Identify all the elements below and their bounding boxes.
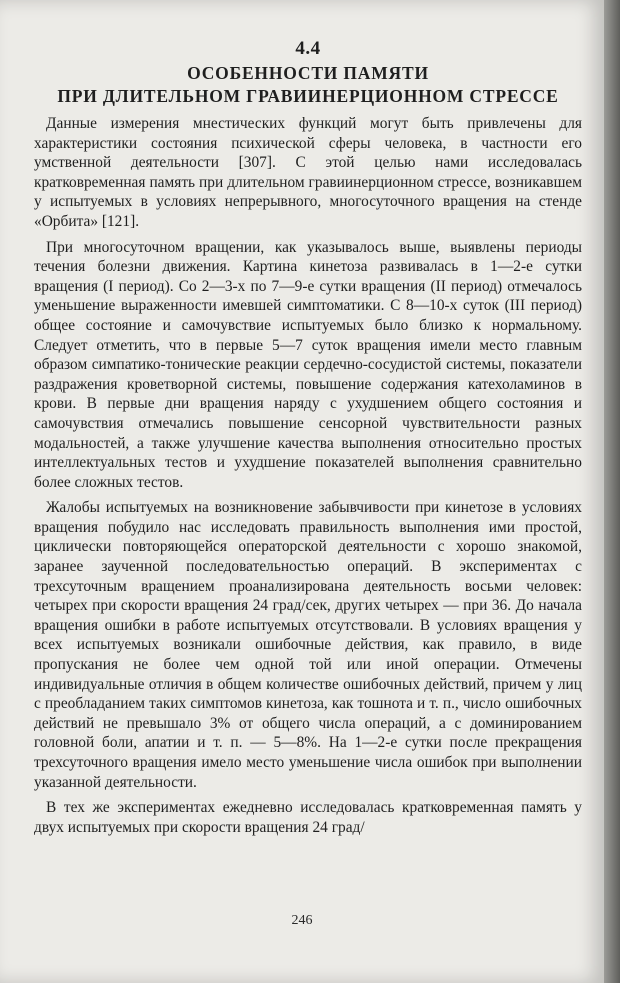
page-number: 246 <box>291 913 313 928</box>
paragraph-1: Данные измерения мнестических функций могут быть привлечены для характеристики состояния психической сферы человека, в частности его умственной деятельности [307]. С этой целью нами исследовалась кратковременная память при длительном гравиинерционном стрессе, возникавшем у испытуемых в условиях непрерывного, многосуточного вращения на стенде «Орбита» [121]. <box>34 115 582 230</box>
paragraph-3: Жалобы испытуемых на возникновение забывчивости при кинетозе в условиях вращения побудило нас исследовать правильность выполнения ими простой, циклически повторяющейся операторской деятельности с хорошо знакомой, заранее заученной последовательностью операций. В экспериментах с трехсуточным вращением проанализирована деятельность восьми человек: четырех при скорости вращения 24 град/сек, других четырех — при 36. До начала вращения ошибки в работе испытуемых отсутствовали. В условиях вращения у всех испытуемых возникали ошибочные действия, как правило, в виде пропускания не более чем одной той или иной операции. Отмечены индивидуальные отличия в общем количестве ошибочных действий, причем у лиц с преобладанием таких симптомов кинетоза, как тошнота и т. п., число ошибочных действий не превышало 3% от общего числа операций, а с доминированием головной боли, апатии и т. п. — 5—8%. На 1—2-е сутки после прекращения трехсуточного вращения имело место уменьшение числа ошибок при выполнении указанной деятельности. <box>34 499 582 791</box>
page-edge-shadow <box>604 0 620 983</box>
section-title-line-1: ОСОБЕННОСТИ ПАМЯТИ <box>187 63 429 83</box>
section-heading <box>34 38 582 108</box>
paragraph-2: При многосуточном вращении, как указывалось выше, выявлены периоды течения болезни движения. Картина кинетоза развивалась в 1—2-е сутки вращения (I период). Со 2—3-х по 7—9-е сутки вращения (II период) отмечалось уменьшение выраженности имевшей симптоматики. С 8—10-х суток (III период) общее состояние и самочувствие испытуемых было близко к нормальному. Следует отметить, что в первые 5—7 суток вращения имели место главным образом симпатико-тонические реакции сердечно-сосудистой системы, показатели раздражения кроветворной системы, повышение содержания катехоламинов в крови. В первые дни вращения наряду с ухудшением общего состояния и самочувствия отмечались повышение сенсорной чувствительности разных модальностей, а также улучшение качества выполнения относительно простых интеллектуальных тестов и ухудшение показателей выполнения сравнительно более сложных тестов. <box>34 238 582 491</box>
paragraph-4: В тех же экспериментах ежедневно исследовалась кратковременная память у двух испытуемых при скорости вращения 24 град/ <box>34 799 582 836</box>
section-title-line-2: ПРИ ДЛИТЕЛЬНОМ ГРАВИИНЕРЦИОННОМ СТРЕССЕ <box>57 86 559 106</box>
page-content <box>34 38 582 837</box>
section-number: 4.4 <box>295 38 321 59</box>
